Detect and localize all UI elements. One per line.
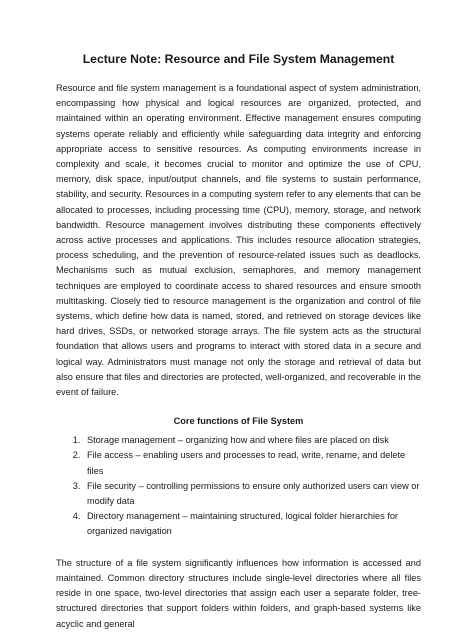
list-item-file-security: 3. File security – controlling permissions to ensure only authorized users can view or modify data bbox=[83, 479, 421, 509]
core-functions-list bbox=[56, 433, 421, 539]
list-item-file-access: 2. File access – enabling users and processes to read, write, rename, and delete files bbox=[83, 448, 421, 478]
section-heading-core-functions: Core functions of File System bbox=[173, 416, 304, 427]
document-title: Lecture Note: Resource and File System Management bbox=[82, 52, 395, 66]
intro-paragraph: Resource and file system management is a foundational aspect of system administration, encompassing how physical and logical resources are organized, protected, and maintained within an operating environment. Effective management ensures computing systems operate reliably and efficiently while safeguarding data integrity and enforcing appropriate access to sensitive resources. As computing environments increase in complexity and scale, it becomes crucial to monitor and optimize the use of CPU, memory, disk space, input/output channels, and file systems to sustain performance, stability, and security. Resources in a computing system refer to any elements that can be allocated to processes, including processing time (CPU), memory, storage, and network bandwidth. Resource management involves distributing these components effectively across active processes and applications. This includes resource allocation strategies, process scheduling, and the prevention of resource-related issues such as deadlocks. Mechanisms such as mutual exclusion, semaphores, and memory management techniques are employed to coordinate access to shared resources and ensure smooth multitasking. Closely tied to resource management is the organization and control of file systems, which define how data is named, stored, and retrieved on storage devices like hard drives, SSDs, or networked storage arrays. The file system acts as the structural foundation that allows users and programs to interact with stored data in a secure and logical way. Administrators must manage not only the storage and retrieval of data but also ensure that files and directories are protected, well-organized, and recoverable in the event of failure. bbox=[56, 83, 421, 398]
structure-paragraph: The structure of a file system significantly influences how information is accessed and maintained. Common directory structures include single-level directories where all files reside in one space, two-level directories that assign each user a separate folder, tree-structured directories that support folders within folders, and graph-based systems like acyclic and general bbox=[56, 557, 421, 629]
list-item-storage-management: 1. Storage management – organizing how and where files are placed on disk bbox=[83, 433, 421, 448]
list-item-directory-management: 4. Directory management – maintaining structured, logical folder hierarchies for organized navigation bbox=[83, 509, 421, 539]
